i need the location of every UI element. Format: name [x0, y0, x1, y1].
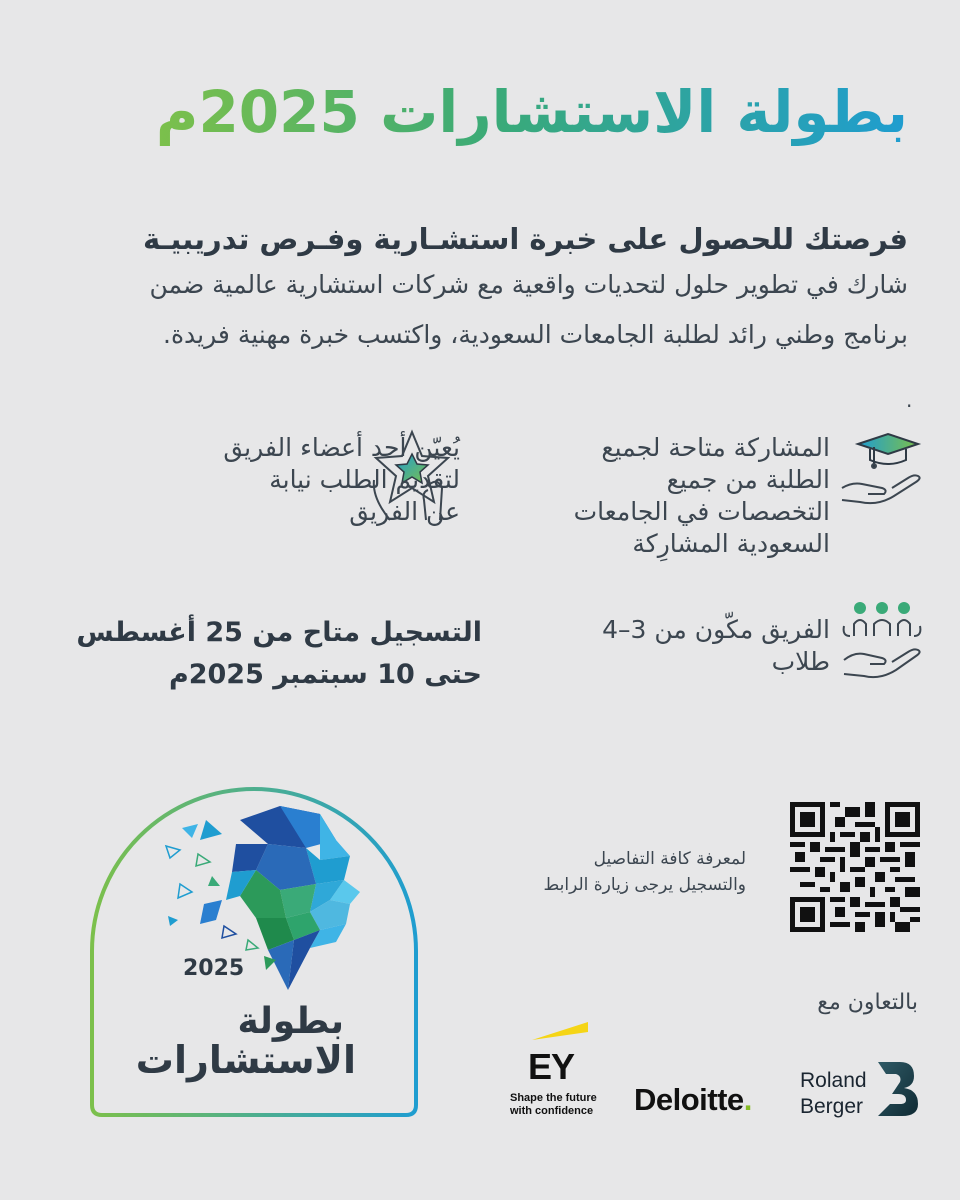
collaboration-label: بالتعاون مع	[817, 990, 918, 1015]
ey-tagline-line-1: Shape the future	[510, 1092, 597, 1104]
ey-tagline	[510, 1092, 597, 1118]
deloitte-dot: .	[743, 1082, 752, 1117]
team-size-line-2: طلاب	[771, 647, 830, 676]
roland-berger-b-icon	[876, 1060, 920, 1118]
qr-label-line-1: لمعرفة كافة التفاصيل	[593, 849, 746, 869]
representative-line-2: لتقديم الطلب نيابة	[269, 465, 460, 494]
roland-berger-line-2: Berger	[800, 1095, 864, 1118]
roland-berger-logo-text	[800, 1068, 867, 1120]
registration-line-1: التسجيل متاح من 25 أغسطس	[76, 617, 482, 648]
subtitle: فرصتك للحصول على خبرة استشـارية وفـرص تدريبيـة	[142, 222, 908, 256]
representative-line-1: يُعيّن أحد أعضاء الفريق	[223, 433, 460, 462]
deloitte-logo-text	[634, 1082, 752, 1118]
badge-title-line-2: الاستشارات	[135, 1038, 356, 1082]
qr-code-icon[interactable]	[790, 802, 920, 932]
team-size-line-1: الفريق مكّون من 3–4	[602, 615, 830, 644]
ey-logo-text: EY	[528, 1046, 575, 1087]
graduation-cap-hand-icon	[838, 430, 924, 516]
representative-line-3: عن الفريق	[349, 497, 460, 526]
intro-line-2: برنامج وطني رائد لطلبة الجامعات السعودية، واكتسب خبرة مهنية فريدة.	[163, 320, 908, 349]
participation-line-2: الطلبة من جميع	[666, 465, 830, 494]
badge-year: 2025	[183, 956, 245, 981]
qr-label	[544, 846, 747, 898]
team-size-text	[602, 614, 830, 678]
ey-tagline-line-2: with confidence	[510, 1105, 594, 1117]
page-title: بطولة الاستشارات 2025م	[155, 78, 908, 146]
badge-title-line-1: بطولة	[237, 1001, 344, 1042]
representative-text	[223, 432, 460, 528]
participation-line-3: التخصصات في الجامعات	[573, 497, 830, 526]
qr-label-line-2: والتسجيل يرجى زيارة الرابط	[543, 875, 746, 895]
registration-line-2: حتى 10 سبتمبر 2025م	[168, 659, 482, 690]
participation-line-4: السعودية المشارِكة	[632, 529, 830, 558]
intro-line-1: شارك في تطوير حلول لتحديات واقعية مع شركات استشارية عالمية ضمن	[149, 270, 908, 299]
registration-text	[76, 612, 482, 696]
deloitte-name: Deloitte	[634, 1082, 744, 1117]
roland-berger-line-1: Roland	[800, 1069, 867, 1092]
team-hand-icon	[842, 596, 922, 682]
participation-text	[574, 432, 830, 560]
stray-dot: .	[906, 388, 913, 412]
participation-line-1: المشاركة متاحة لجميع	[601, 433, 830, 462]
